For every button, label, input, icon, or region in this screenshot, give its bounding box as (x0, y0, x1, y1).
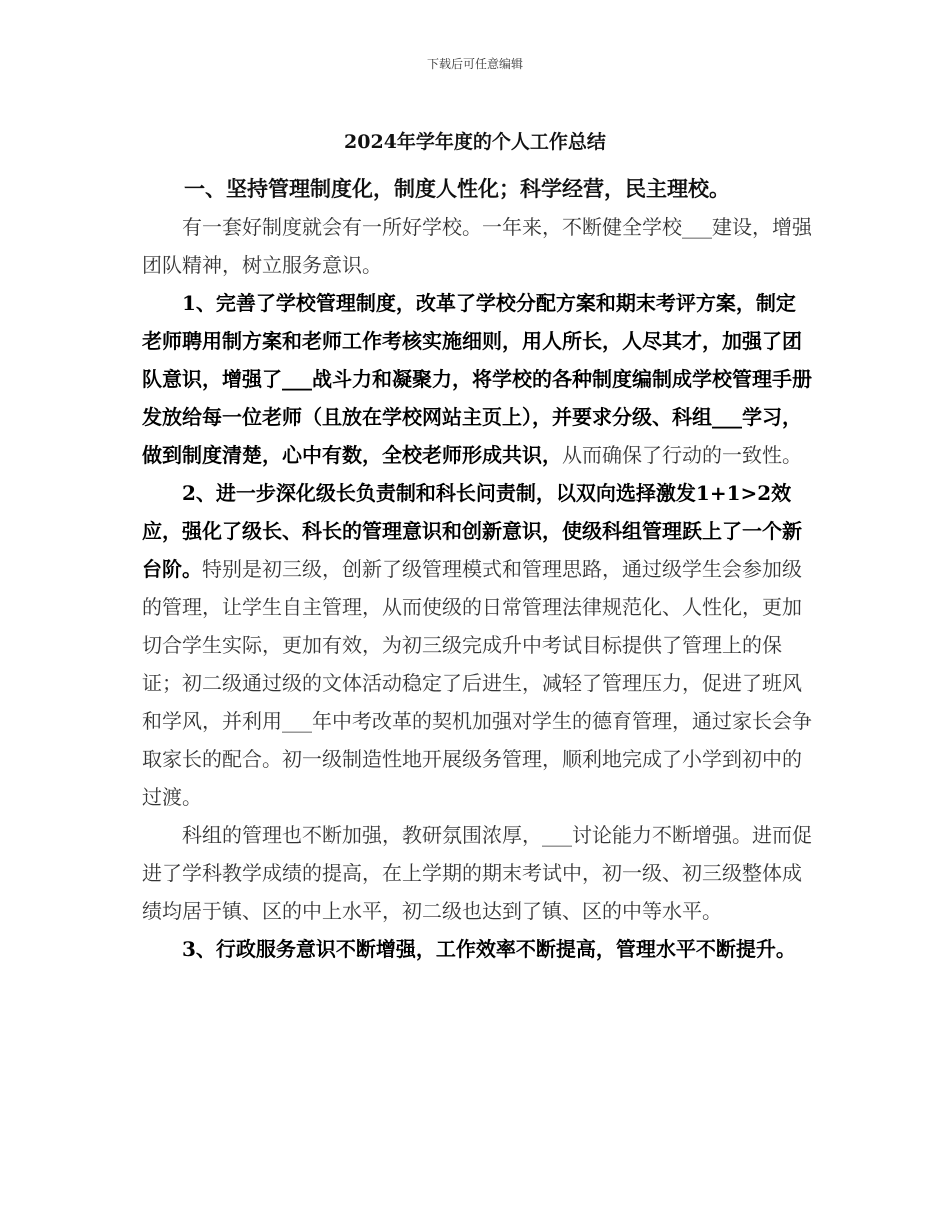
item-1-paragraph (142, 284, 814, 474)
item-2-bold-text: 2、进一步深化级长负责制和科长问责制，以双向选择激发1+1>2效应，强化了级长、科长的管理意识和创新意识，使级科组管理跃上了一个新台阶。 (142, 481, 802, 581)
item-1-text: 1、完善了学校管理制度，改革了学校分配方案和期末考评方案，制定老师聘用制方案和老师工作考核实施细则，用人所长，人尽其才，加强了团队意识，增强了___战斗力和凝聚力，将学校的各种制度编制成学校管理手册发放给每一位老师（且放在学校网站主页上），并要求分级、科组___学习，做到制度清楚，心中有数，全校老师形成共识， (142, 291, 812, 467)
item-2-paragraph (142, 474, 814, 816)
page-header: 下载后可任意编辑 (426, 57, 523, 71)
section-heading: 一、坚持管理制度化，制度人性化；科学经营，民主理校。 (184, 176, 730, 201)
item-3-paragraph: 3、行政服务意识不断增强，工作效率不断提高，管理水平不断提升。 (182, 937, 796, 961)
document-body (142, 170, 814, 968)
item-2-text: 特别是初三级，创新了级管理模式和管理思路，通过级学生会参加级的管理，让学生自主管理，从而使级的日常管理法律规范化、人性化，更加切合学生实际，更加有效，为初三级完成升中考试目标提供了管理上的保证；初二级通过级的文体活动稳定了后进生，减轻了管理压力，促进了班风和学风，并利用___年中考改革的契机加强对学生的德育管理，通过家长会争取家长的配合。初一级制造性地开展级务管理，顺利地完成了小学到初中的过渡。 (142, 557, 812, 809)
item-1-tail: 从而确保了行动的一致性。 (562, 443, 802, 467)
document-title: 2024年学年度的个人工作总结 (344, 131, 606, 153)
keyzu-paragraph: 科组的管理也不断加强，教研氛围浓厚，___讨论能力不断增强。进而促进了学科教学成绩的提高，在上学期的期末考试中，初一级、初三级整体成绩均居于镇、区的中上水平，初二级也达到了镇、区的中等水平。 (142, 823, 812, 923)
intro-paragraph: 有一套好制度就会有一所好学校。一年来，不断健全学校___建设，增强团队精神，树立服务意识。 (142, 215, 812, 277)
